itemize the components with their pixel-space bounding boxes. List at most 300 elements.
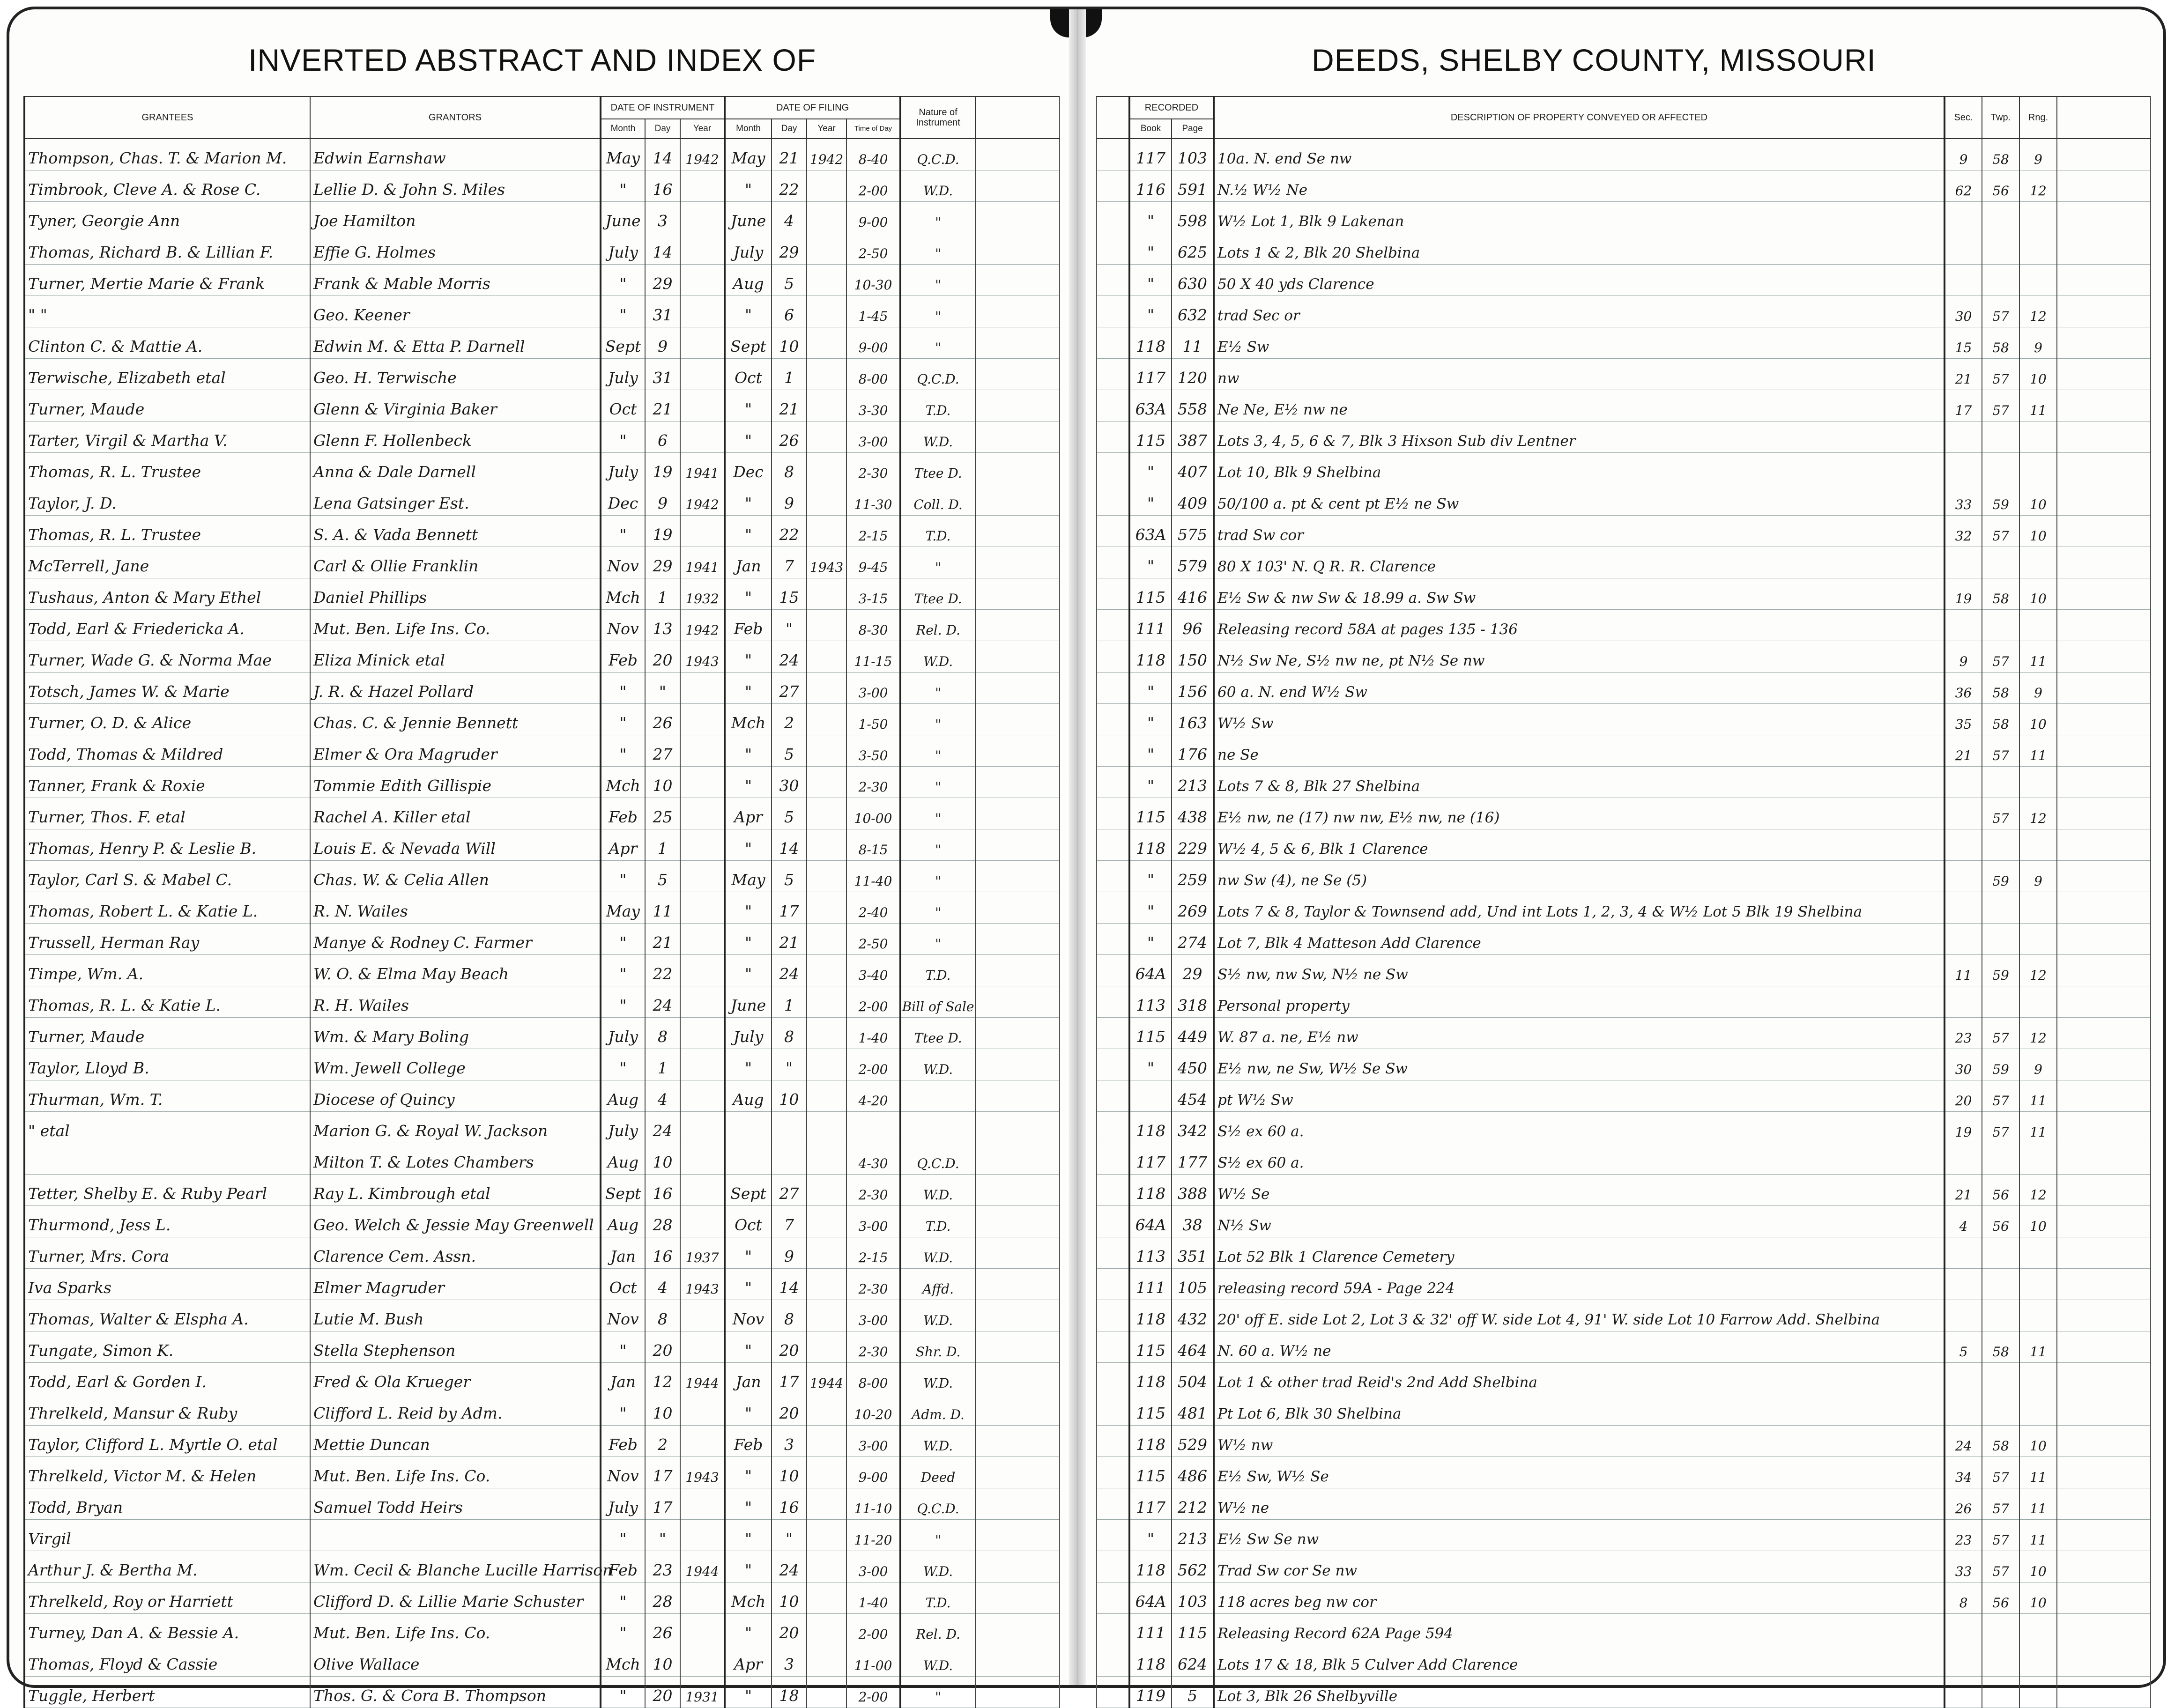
margin-cell xyxy=(2057,673,2151,704)
book-cell: " xyxy=(1129,233,1172,265)
table-row xyxy=(24,1614,1060,1645)
file-day-cell: 7 xyxy=(772,1206,807,1237)
file-day-cell: 21 xyxy=(772,924,807,955)
nature-cell: " xyxy=(900,735,975,767)
inst-month-cell: May xyxy=(601,139,645,170)
spacer-cell xyxy=(975,1331,1060,1363)
inst-year-cell xyxy=(680,1520,725,1551)
spacer-cell xyxy=(975,1206,1060,1237)
table-row xyxy=(1097,1677,2151,1708)
margin-cell xyxy=(2057,1394,2151,1426)
time-cell: 3-50 xyxy=(846,735,900,767)
rng-cell xyxy=(2019,610,2057,641)
grantee-cell: Turner, Wade G. & Norma Mae xyxy=(24,641,310,673)
grantee-cell: Tanner, Frank & Roxie xyxy=(24,767,310,798)
grantee-cell: Timbrook, Cleve A. & Rose C. xyxy=(24,170,310,202)
book-cell: " xyxy=(1129,484,1172,516)
page-cell: 213 xyxy=(1172,767,1214,798)
sec-cell: 24 xyxy=(1945,1426,1982,1457)
book-cell: 118 xyxy=(1129,1551,1172,1582)
rng-cell: 9 xyxy=(2019,327,2057,359)
file-month-cell xyxy=(725,1143,772,1175)
file-month-cell: Apr xyxy=(725,1645,772,1677)
table-row xyxy=(1097,1488,2151,1520)
inst-day-cell: 25 xyxy=(645,798,680,829)
page-cell: 625 xyxy=(1172,233,1214,265)
page-cell: 120 xyxy=(1172,359,1214,390)
spacer-cell xyxy=(975,1080,1060,1112)
spacer-cell xyxy=(1097,673,1129,704)
file-year-cell xyxy=(807,641,846,673)
right-ledger xyxy=(1096,96,2150,1705)
file-month-cell: Oct xyxy=(725,1206,772,1237)
page-cell: 274 xyxy=(1172,924,1214,955)
file-year-cell: 1944 xyxy=(807,1363,846,1394)
time-cell: 3-00 xyxy=(846,1206,900,1237)
page-cell: 454 xyxy=(1172,1080,1214,1112)
page-cell: 96 xyxy=(1172,610,1214,641)
twp-cell: 57 xyxy=(1982,1520,2019,1551)
table-row xyxy=(24,265,1060,296)
table-row xyxy=(1097,233,2151,265)
sec-cell xyxy=(1945,1614,1982,1645)
spacer-cell xyxy=(1097,767,1129,798)
file-month-cell: May xyxy=(725,139,772,170)
twp-cell: 57 xyxy=(1982,641,2019,673)
page-cell: 105 xyxy=(1172,1269,1214,1300)
grantor-cell: Effie G. Holmes xyxy=(310,233,601,265)
table-row xyxy=(24,986,1060,1018)
sec-header: Sec. xyxy=(1945,96,1982,139)
file-day-cell: 27 xyxy=(772,673,807,704)
sec-cell xyxy=(1945,1394,1982,1426)
inst-year-cell xyxy=(680,170,725,202)
grantor-cell: Chas. W. & Celia Allen xyxy=(310,861,601,892)
spacer-cell xyxy=(975,1394,1060,1426)
book-cell: 118 xyxy=(1129,1363,1172,1394)
file-month-cell: " xyxy=(725,1551,772,1582)
nature-cell: W.D. xyxy=(900,1300,975,1331)
grantor-cell: Geo. H. Terwische xyxy=(310,359,601,390)
time-cell: 9-00 xyxy=(846,202,900,233)
book-cell xyxy=(1129,1080,1172,1112)
page-cell: 177 xyxy=(1172,1143,1214,1175)
page-cell: 486 xyxy=(1172,1457,1214,1488)
spacer-cell xyxy=(1097,1175,1129,1206)
grantor-cell: Elmer & Ora Magruder xyxy=(310,735,601,767)
spacer-cell xyxy=(1097,359,1129,390)
book-cell: " xyxy=(1129,892,1172,924)
book-cell: 118 xyxy=(1129,1112,1172,1143)
inst-day-cell: 10 xyxy=(645,1143,680,1175)
table-row xyxy=(1097,139,2151,170)
nature-cell: " xyxy=(900,829,975,861)
table-row xyxy=(24,673,1060,704)
file-day-cell: " xyxy=(772,610,807,641)
spacer-cell xyxy=(1097,296,1129,327)
inst-year-cell xyxy=(680,735,725,767)
spacer-cell xyxy=(1097,1049,1129,1080)
inst-day-cell: 2 xyxy=(645,1426,680,1457)
sec-cell xyxy=(1945,265,1982,296)
grantor-cell: Stella Stephenson xyxy=(310,1331,601,1363)
spacer-cell xyxy=(975,767,1060,798)
inst-day-cell: 9 xyxy=(645,484,680,516)
table-row xyxy=(24,1488,1060,1520)
margin-cell xyxy=(2057,1614,2151,1645)
book-cell: 111 xyxy=(1129,1614,1172,1645)
file-month-cell: " xyxy=(725,892,772,924)
nature-cell: T.D. xyxy=(900,1582,975,1614)
spacer-cell xyxy=(1097,1080,1129,1112)
file-month-cell: " xyxy=(725,924,772,955)
spacer-cell xyxy=(975,735,1060,767)
file-month-cell: Sept xyxy=(725,1175,772,1206)
page-cell: 529 xyxy=(1172,1426,1214,1457)
file-year-header: Year xyxy=(807,119,846,139)
file-day-cell: 24 xyxy=(772,641,807,673)
page-cell: 438 xyxy=(1172,798,1214,829)
file-year-cell xyxy=(807,1112,846,1143)
inst-year-cell: 1937 xyxy=(680,1237,725,1269)
inst-day-cell: " xyxy=(645,673,680,704)
description-cell: 60 a. N. end W½ Sw xyxy=(1214,673,1945,704)
rng-cell: 10 xyxy=(2019,1582,2057,1614)
grantees-header: GRANTEES xyxy=(24,96,310,139)
inst-day-cell: 21 xyxy=(645,390,680,421)
spacer-cell xyxy=(975,861,1060,892)
inst-month-cell: June xyxy=(601,202,645,233)
right-spacer-column xyxy=(1097,96,1129,139)
margin-cell xyxy=(2057,1426,2151,1457)
margin-cell xyxy=(2057,1143,2151,1175)
nature-cell: " xyxy=(900,798,975,829)
spacer-cell xyxy=(975,1018,1060,1049)
grantor-cell: Fred & Ola Krueger xyxy=(310,1363,601,1394)
nature-cell: Ttee D. xyxy=(900,1018,975,1049)
table-row xyxy=(1097,1457,2151,1488)
inst-year-cell xyxy=(680,421,725,453)
spacer-cell xyxy=(1097,924,1129,955)
spacer-cell xyxy=(975,1488,1060,1520)
time-cell xyxy=(846,1112,900,1143)
file-year-cell xyxy=(807,798,846,829)
table-row xyxy=(24,1363,1060,1394)
time-cell: 2-00 xyxy=(846,1614,900,1645)
grantor-cell: Thos. G. & Cora B. Thompson xyxy=(310,1677,601,1708)
grantee-cell: Thomas, Walter & Elspha A. xyxy=(24,1300,310,1331)
file-month-cell: " xyxy=(725,390,772,421)
page-cell: 416 xyxy=(1172,578,1214,610)
sec-cell xyxy=(1945,798,1982,829)
spacer-cell xyxy=(975,547,1060,578)
time-cell: 4-20 xyxy=(846,1080,900,1112)
page-cell: 624 xyxy=(1172,1645,1214,1677)
file-day-cell: " xyxy=(772,1520,807,1551)
book-cell: 111 xyxy=(1129,610,1172,641)
table-row xyxy=(24,1520,1060,1551)
nature-cell: Q.C.D. xyxy=(900,359,975,390)
inst-year-cell xyxy=(680,1300,725,1331)
file-month-cell: " xyxy=(725,1677,772,1708)
inst-year-cell: 1942 xyxy=(680,484,725,516)
grantor-cell: Eliza Minick etal xyxy=(310,641,601,673)
page-cell: 450 xyxy=(1172,1049,1214,1080)
inst-year-cell xyxy=(680,673,725,704)
file-day-cell: 8 xyxy=(772,1300,807,1331)
inst-year-cell xyxy=(680,390,725,421)
inst-month-cell: July xyxy=(601,1488,645,1520)
grantee-cell xyxy=(24,1143,310,1175)
table-row xyxy=(1097,484,2151,516)
grantee-cell: Todd, Bryan xyxy=(24,1488,310,1520)
sec-cell: 19 xyxy=(1945,578,1982,610)
file-year-cell xyxy=(807,296,846,327)
file-month-cell: Mch xyxy=(725,1582,772,1614)
rng-header: Rng. xyxy=(2019,96,2057,139)
rng-cell xyxy=(2019,1363,2057,1394)
file-year-cell xyxy=(807,1488,846,1520)
file-year-cell xyxy=(807,673,846,704)
description-cell: 50/100 a. pt & cent pt E½ ne Sw xyxy=(1214,484,1945,516)
table-row xyxy=(1097,610,2151,641)
rng-cell: 12 xyxy=(2019,798,2057,829)
inst-day-cell: 16 xyxy=(645,1175,680,1206)
twp-cell: 58 xyxy=(1982,1426,2019,1457)
page-cell: 176 xyxy=(1172,735,1214,767)
spacer-cell xyxy=(975,1049,1060,1080)
inst-year-cell xyxy=(680,1018,725,1049)
description-cell: Lot 7, Blk 4 Matteson Add Clarence xyxy=(1214,924,1945,955)
grantor-cell: S. A. & Vada Bennett xyxy=(310,516,601,547)
twp-cell: 57 xyxy=(1982,798,2019,829)
margin-cell xyxy=(2057,767,2151,798)
rng-cell xyxy=(2019,547,2057,578)
table-row xyxy=(24,641,1060,673)
inst-day-cell: 16 xyxy=(645,170,680,202)
grantee-cell: Thomas, Robert L. & Katie L. xyxy=(24,892,310,924)
page-cell: 432 xyxy=(1172,1300,1214,1331)
file-year-cell xyxy=(807,202,846,233)
grantor-cell: Lellie D. & John S. Miles xyxy=(310,170,601,202)
inst-day-cell: 20 xyxy=(645,1677,680,1708)
nature-cell xyxy=(900,1112,975,1143)
twp-cell xyxy=(1982,1300,2019,1331)
description-cell: releasing record 59A - Page 224 xyxy=(1214,1269,1945,1300)
sec-cell xyxy=(1945,1645,1982,1677)
file-year-cell xyxy=(807,892,846,924)
inst-year-cell xyxy=(680,1645,725,1677)
nature-cell: T.D. xyxy=(900,516,975,547)
twp-cell: 57 xyxy=(1982,1551,2019,1582)
time-cell: 3-00 xyxy=(846,1551,900,1582)
sec-cell: 5 xyxy=(1945,1331,1982,1363)
file-year-cell xyxy=(807,516,846,547)
file-month-cell: " xyxy=(725,1520,772,1551)
table-row xyxy=(24,170,1060,202)
margin-cell xyxy=(2057,139,2151,170)
inst-month-cell: Aug xyxy=(601,1206,645,1237)
table-row xyxy=(1097,892,2151,924)
inst-year-cell xyxy=(680,767,725,798)
twp-cell xyxy=(1982,892,2019,924)
page-cell: 630 xyxy=(1172,265,1214,296)
book-cell: 64A xyxy=(1129,1206,1172,1237)
table-row xyxy=(24,390,1060,421)
time-cell: 2-00 xyxy=(846,986,900,1018)
inst-day-cell: 4 xyxy=(645,1269,680,1300)
twp-cell: 57 xyxy=(1982,1080,2019,1112)
inst-day-cell: 27 xyxy=(645,735,680,767)
inst-day-cell: 10 xyxy=(645,1394,680,1426)
inst-day-cell: 19 xyxy=(645,453,680,484)
inst-month-cell: " xyxy=(601,861,645,892)
file-day-cell: 6 xyxy=(772,296,807,327)
grantee-cell: Turner, Mrs. Cora xyxy=(24,1237,310,1269)
file-month-cell: " xyxy=(725,1457,772,1488)
file-day-header: Day xyxy=(772,119,807,139)
file-month-cell: " xyxy=(725,1269,772,1300)
twp-cell: 58 xyxy=(1982,139,2019,170)
file-month-cell: Sept xyxy=(725,327,772,359)
table-row xyxy=(24,516,1060,547)
inst-year-cell xyxy=(680,986,725,1018)
inst-day-cell: 8 xyxy=(645,1300,680,1331)
spacer-cell xyxy=(1097,1520,1129,1551)
book-cell: 115 xyxy=(1129,578,1172,610)
grantor-cell: W. O. & Elma May Beach xyxy=(310,955,601,986)
grantee-cell: Turner, O. D. & Alice xyxy=(24,704,310,735)
table-row xyxy=(24,704,1060,735)
book-cell: 116 xyxy=(1129,170,1172,202)
page-cell: 387 xyxy=(1172,421,1214,453)
twp-cell: 58 xyxy=(1982,1331,2019,1363)
inst-year-cell: 1942 xyxy=(680,610,725,641)
rng-cell xyxy=(2019,1394,2057,1426)
twp-cell: 58 xyxy=(1982,704,2019,735)
file-month-cell: Oct xyxy=(725,359,772,390)
description-cell: E½ Sw & nw Sw & 18.99 a. Sw Sw xyxy=(1214,578,1945,610)
file-day-cell: 4 xyxy=(772,202,807,233)
page-cell: 579 xyxy=(1172,547,1214,578)
table-row xyxy=(24,1112,1060,1143)
table-row xyxy=(1097,1551,2151,1582)
grantor-cell: R. H. Wailes xyxy=(310,986,601,1018)
file-month-cell: July xyxy=(725,1018,772,1049)
file-year-cell xyxy=(807,265,846,296)
book-cell: 118 xyxy=(1129,327,1172,359)
book-cell: " xyxy=(1129,767,1172,798)
time-cell: 1-50 xyxy=(846,704,900,735)
file-year-cell xyxy=(807,170,846,202)
nature-cell: " xyxy=(900,767,975,798)
spacer-cell xyxy=(975,516,1060,547)
sec-cell: 33 xyxy=(1945,1551,1982,1582)
spacer-cell xyxy=(975,233,1060,265)
time-cell: 8-30 xyxy=(846,610,900,641)
rng-cell xyxy=(2019,233,2057,265)
file-year-cell xyxy=(807,327,846,359)
sec-cell: 26 xyxy=(1945,1488,1982,1520)
inst-year-cell xyxy=(680,1394,725,1426)
inst-month-cell: Mch xyxy=(601,1645,645,1677)
page-cell: 115 xyxy=(1172,1614,1214,1645)
file-month-cell: July xyxy=(725,233,772,265)
grantor-cell: Milton T. & Lotes Chambers xyxy=(310,1143,601,1175)
table-row xyxy=(24,1237,1060,1269)
spacer-cell xyxy=(1097,610,1129,641)
inst-month-cell: " xyxy=(601,1394,645,1426)
spacer-cell xyxy=(1097,892,1129,924)
description-cell: E½ nw, ne Sw, W½ Se Sw xyxy=(1214,1049,1945,1080)
page-cell: 342 xyxy=(1172,1112,1214,1143)
file-month-cell: " xyxy=(725,955,772,986)
time-cell: 8-00 xyxy=(846,1363,900,1394)
file-year-cell xyxy=(807,1300,846,1331)
margin-cell xyxy=(2057,704,2151,735)
margin-cell xyxy=(2057,1300,2151,1331)
nature-header: Nature of Instrument xyxy=(900,96,975,139)
rng-cell: 9 xyxy=(2019,673,2057,704)
nature-cell: " xyxy=(900,1520,975,1551)
margin-cell xyxy=(2057,1645,2151,1677)
table-row xyxy=(1097,1237,2151,1269)
margin-cell xyxy=(2057,861,2151,892)
left-table-body xyxy=(24,139,1060,1708)
margin-cell xyxy=(2057,421,2151,453)
table-row xyxy=(24,767,1060,798)
left-page-title: INVERTED ABSTRACT AND INDEX OF xyxy=(248,43,816,77)
file-month-cell: Aug xyxy=(725,265,772,296)
twp-cell: 57 xyxy=(1982,1112,2019,1143)
description-cell: Personal property xyxy=(1214,986,1945,1018)
file-day-cell: 8 xyxy=(772,453,807,484)
rng-cell xyxy=(2019,986,2057,1018)
description-cell: N½ Sw xyxy=(1214,1206,1945,1237)
table-row xyxy=(1097,547,2151,578)
book-cell: 115 xyxy=(1129,1331,1172,1363)
description-cell: 10a. N. end Se nw xyxy=(1214,139,1945,170)
grantor-cell: Marion G. & Royal W. Jackson xyxy=(310,1112,601,1143)
description-cell: Lots 1 & 2, Blk 20 Shelbina xyxy=(1214,233,1945,265)
inst-month-cell: " xyxy=(601,673,645,704)
spacer-cell xyxy=(975,704,1060,735)
description-cell: W½ Sw xyxy=(1214,704,1945,735)
inst-year-cell: 1943 xyxy=(680,641,725,673)
inst-year-cell: 1932 xyxy=(680,578,725,610)
inst-day-cell: 20 xyxy=(645,1331,680,1363)
time-cell: 11-10 xyxy=(846,1488,900,1520)
grantee-cell: Thomas, Henry P. & Leslie B. xyxy=(24,829,310,861)
file-month-cell: Feb xyxy=(725,610,772,641)
sec-cell xyxy=(1945,421,1982,453)
sec-cell xyxy=(1945,924,1982,955)
sec-cell xyxy=(1945,1300,1982,1331)
recorded-header: RECORDED xyxy=(1129,96,1214,119)
file-month-cell: June xyxy=(725,202,772,233)
inst-day-cell: 10 xyxy=(645,767,680,798)
file-month-cell: " xyxy=(725,829,772,861)
twp-cell: 57 xyxy=(1982,296,2019,327)
file-month-cell: " xyxy=(725,1331,772,1363)
twp-cell xyxy=(1982,453,2019,484)
rng-cell: 12 xyxy=(2019,170,2057,202)
time-cell: 11-20 xyxy=(846,1520,900,1551)
twp-cell xyxy=(1982,1269,2019,1300)
file-year-cell xyxy=(807,861,846,892)
nature-cell: W.D. xyxy=(900,1645,975,1677)
page-cell: 575 xyxy=(1172,516,1214,547)
